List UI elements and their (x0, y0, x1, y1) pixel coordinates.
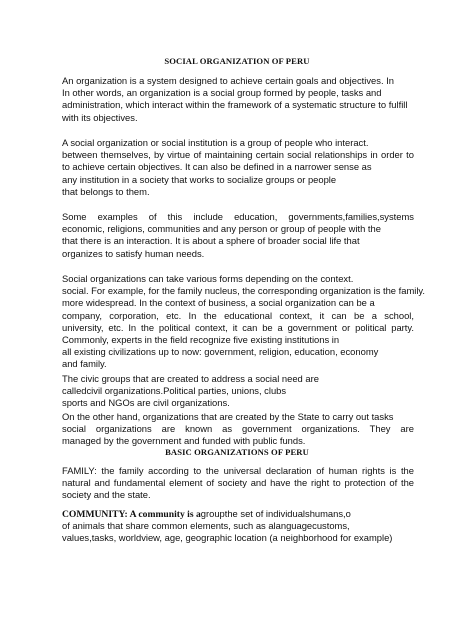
text-line: FAMILY: the family according to the universal declaration of human rights is the (62, 465, 414, 476)
paragraph-organization-definition (62, 75, 414, 124)
text-line: On the other hand, organizations that are created by the State to carry out tasks (62, 411, 394, 422)
text-line: any institution in a society that works to socialize groups or people (62, 173, 337, 185)
paragraph-government-organizations (62, 411, 414, 448)
text-line: organizes to satisfy human needs. (62, 247, 205, 259)
text-line: economic, religions, communities and any person or group of people with the (62, 223, 381, 235)
text-line: administration, which interact within the framework of a systematic structure to fulfill (62, 99, 408, 111)
text-line: The civic groups that are created to address a social need are (62, 373, 319, 384)
text-line: and family. (62, 358, 107, 370)
paragraph-family (62, 465, 414, 502)
text-line: that belongs to them. (62, 185, 150, 197)
text-line: social organizations are known as government organizations. They are (62, 423, 414, 435)
text-line: more widespread. In the context of business, a social organization can be a (62, 297, 375, 309)
text-line: with its objectives. (62, 111, 138, 123)
community-rest: groupthe set of individualshumans,o (200, 508, 351, 519)
text-line: Social organizations can take various forms depending on the context. (62, 273, 354, 284)
paragraph-examples (62, 211, 414, 260)
text-line: sports and NGOs are civil organizations. (62, 397, 230, 409)
section-title: BASIC ORGANIZATIONS OF PERU (165, 447, 309, 457)
text-line: Some examples of this include education, governments,families,systems (62, 211, 414, 222)
text-line: social. For example, for the family nucleus, the corresponding organization is the family. (62, 285, 426, 297)
text-line: An organization is a system designed to achieve certain goals and objectives. In (62, 75, 394, 86)
text-line: In other words, an organization is a social group formed by people, tasks and (62, 87, 382, 99)
text-line: managed by the government and funded with public funds. (62, 435, 306, 447)
text-line: values,tasks, worldview, age, geographic location (a neighborhood for example) (62, 532, 393, 544)
text-line: Commonly, experts in the field recognize five existing institutions in (62, 333, 340, 345)
text-line: company, corporation, etc. In the educational context, it can be a school, (62, 309, 414, 321)
text-line: society and the state. (62, 489, 151, 501)
text-line: that there is an interaction. It is about a sphere of broader social life that (62, 235, 360, 247)
text-line: calledcivil organizations.Political parties, unions, clubs (62, 385, 287, 397)
community-lead: COMMUNITY: A community is a (62, 509, 201, 520)
text-line: A social organization or social institution is a group of people who interact. (62, 137, 369, 148)
paragraph-social-organization (62, 137, 414, 198)
text-line: university, etc. In the political context, it can be a government or political party. (62, 321, 414, 333)
text-line: natural and fundamental element of society and have the right to protection of the (62, 477, 414, 489)
paragraph-forms (62, 273, 426, 371)
text-line: all existing civilizations up to now: government, religion, education, economy (62, 346, 379, 358)
paragraph-civic-groups (62, 373, 414, 410)
text-line: to achieve certain objectives. It can also be defined in a narrower sense as (62, 161, 372, 173)
paragraph-community (62, 508, 414, 545)
text-line: between themselves, by virtue of maintaining certain social relationships in order to (62, 149, 414, 161)
document-title: SOCIAL ORGANIZATION OF PERU (164, 56, 310, 66)
text-line (62, 508, 414, 520)
text-line: of animals that share common elements, such as alanguagecustoms, (62, 520, 350, 532)
